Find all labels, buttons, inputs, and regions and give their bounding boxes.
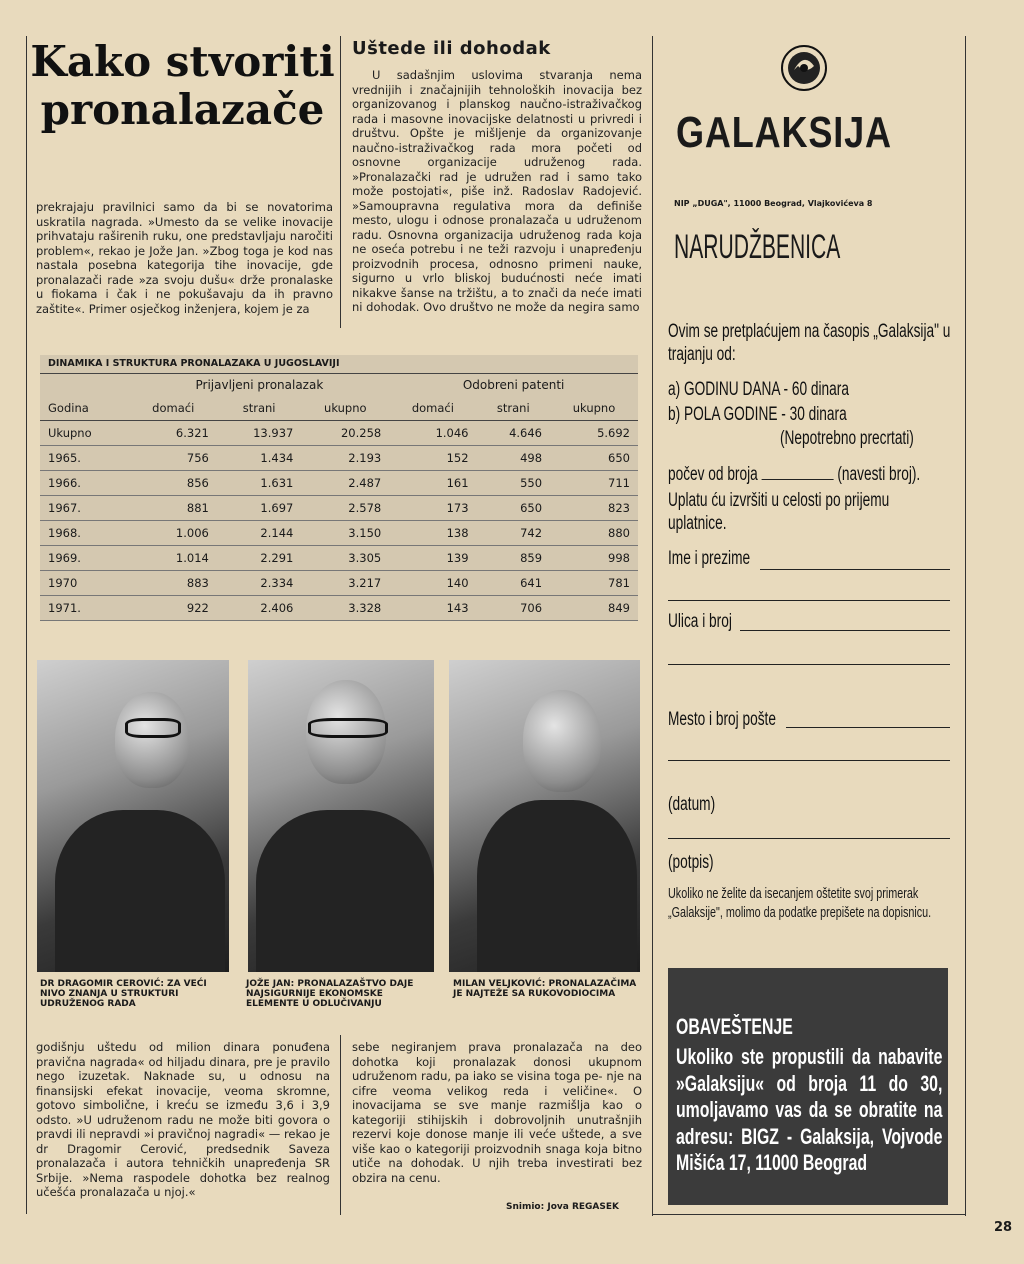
table-header: strani: [477, 396, 551, 421]
table-cell: 742: [477, 521, 551, 546]
table-cell: 756: [130, 446, 217, 471]
notice-box: [668, 968, 948, 1205]
table-cell: 1970: [40, 571, 130, 596]
photo-caption-cerovic: DR DRAGOMIR CEROVIĆ: ZA VEĆI NIVO ZNANJA U STRUKTURI UDRUŽENOG RADA: [40, 979, 207, 1009]
statistics-table: [40, 355, 638, 621]
street-field-extra[interactable]: [668, 664, 950, 665]
from-issue-row: [668, 463, 956, 486]
page-number: 28: [994, 1220, 1013, 1235]
table-cell: 3.305: [301, 546, 389, 571]
table-row: [40, 496, 638, 521]
issue-note: (navesti broj).: [837, 464, 921, 485]
table-cell: 1.046: [389, 421, 476, 446]
brand-name: GALAKSIJA: [676, 108, 892, 157]
table-cell: 1.006: [130, 521, 217, 546]
table-cell: 2.487: [301, 471, 389, 496]
option-one-year: a) GODINU DANA - 60 dinara: [668, 379, 849, 400]
table-cell: 3.150: [301, 521, 389, 546]
table-cell: 823: [550, 496, 638, 521]
photo-caption-veljkovic: MILAN VELJKOVIĆ: PRONALAZAČIMA JE NAJTEŽE SA RUKOVODIOCIMA: [453, 979, 637, 999]
photo-caption-jan: JOŽE JAN: PRONALAZAŠTVO DAJE NAJSIGURNIJE EKONOMSKE ELEMENTE U ODLUČIVANJU: [246, 979, 414, 1009]
option-half-year: b) POLA GODINE - 30 dinara: [668, 404, 847, 425]
article-column-1-bottom: godišnju uštedu od milion dinara ponuđena pravična nagrada« od hiljadu dinara, pre je pravilo nego izuzetak. Naknade su, u odnosu na finansijski efekat inovacije, veoma skromne, gotovo simbolične, i kreću se između 3,6 i 3,9 odsto. »U udruženom radu ne može biti govora o pravdi ili nepravdi »i pravičnoj nagradi« — rekao je dr Dragomir Cerović, predsednik Saveza pronalazača i autora tehničkih unapređenja SR Srbije. »Nema raspodele dohotka bez realnog učešća pronalazača u njoj.«: [36, 1040, 330, 1199]
table-cell: 4.646: [477, 421, 551, 446]
table-cell: 922: [130, 596, 217, 621]
name-field[interactable]: [760, 569, 950, 570]
table-cell: 5.692: [550, 421, 638, 446]
street-field[interactable]: [740, 630, 950, 631]
table-row: [40, 446, 638, 471]
table-cell: 1.631: [217, 471, 301, 496]
issue-number-field[interactable]: [762, 465, 834, 480]
table-cell: 550: [477, 471, 551, 496]
table-cell: 6.321: [130, 421, 217, 446]
table-cell: 781: [550, 571, 638, 596]
street-label: Ulica i broj: [668, 611, 732, 632]
table-cell: 883: [130, 571, 217, 596]
article-column-2-bottom: sebe negiranjem prava pronalazača na deo dohotka koji pronalazak donosi ukupnom udruženom radu, pa iako se visina toga pe- nje na cifre veoma velikog reda i veličine«. O inovacijama se sve manje razmišlja kao o kategoriji stihijskih i dobrovoljnih unutrašnjih rezervi koje donose manje ili veće uštede, a sve više kao o kategoriji proizvodnih snaga koja bitno utiče na dohodak. U njih treba investirati bez obzira na cenu.: [352, 1040, 642, 1185]
table-cell: 706: [477, 596, 551, 621]
table-cell: 143: [389, 596, 476, 621]
table-header: domaći: [130, 396, 217, 421]
table-cell: 161: [389, 471, 476, 496]
post-field-extra[interactable]: [668, 760, 950, 761]
table-cell: 880: [550, 521, 638, 546]
table-cell: 881: [130, 496, 217, 521]
table-header-year: Godina: [40, 396, 130, 421]
name-label: Ime i prezime: [668, 548, 751, 569]
table-cell: 1.434: [217, 446, 301, 471]
table-cell: 138: [389, 521, 476, 546]
column-divider-rule-2: [340, 1035, 341, 1215]
table-cell: 998: [550, 546, 638, 571]
table-cell: 140: [389, 571, 476, 596]
article-column-1-top: prekrajaju pravilnici samo da bi se novatorima uskratila nagrada. »Umesto da se velike inovacije prihvataju raširenih ruku, one predstavljaju naročiti problem«, rekao je Jože Jan. »Zbog toga je kod nas nastala posebna kategorija tihe inovacije, gde pronalazači rade »za svoju dušu« drže pronalaske u fiokama i čak i ne pokušavaju da ih pravno zaštite«. Primer osječkog inženjera, kojem je za: [36, 200, 333, 316]
strike-note: (Nepotrebno precrtati): [780, 428, 914, 449]
table-cell: 3.328: [301, 596, 389, 621]
table-cell: 1969.: [40, 546, 130, 571]
table-cell: 856: [130, 471, 217, 496]
payment-text: Uplatu ću izvršiti u celosti po prijemu uplatnice.: [668, 490, 890, 534]
table-cell: 1965.: [40, 446, 130, 471]
left-border-rule: [26, 36, 27, 1214]
table-header: strani: [217, 396, 301, 421]
post-field[interactable]: [786, 727, 950, 728]
column-divider-rule: [340, 36, 341, 328]
table-cell: 849: [550, 596, 638, 621]
table-row: [40, 596, 638, 621]
table-cell: 13.937: [217, 421, 301, 446]
table-group-granted: Odobreni patenti: [462, 378, 565, 392]
post-label: Mesto i broj pošte: [668, 709, 776, 730]
table-row: [40, 571, 638, 596]
publisher-address: NIP „DUGA", 11000 Beograd, Vlajkovićeva 8: [674, 199, 873, 208]
table-cell: 2.406: [217, 596, 301, 621]
table-header: ukupno: [550, 396, 638, 421]
table-cell: 1966.: [40, 471, 130, 496]
photo-credit: Snimio: Jova REGASEK: [506, 1202, 619, 1212]
table-caption: DINAMIKA I STRUKTURA PRONALAZAKA U JUGOSLAVIJI: [40, 355, 638, 374]
table-cell: 2.144: [217, 521, 301, 546]
article-subheading: Uštede ili dohodak: [352, 38, 551, 59]
photo-veljkovic: [449, 660, 640, 972]
order-note: Ukoliko ne želite da isecanjem oštetite svoj primerak „Galaksije", molimo da podatke prepišete na dopisnicu.: [668, 885, 932, 921]
table-row: [40, 521, 638, 546]
table-cell: Ukupno: [40, 421, 130, 446]
signature-label: (potpis): [668, 852, 714, 873]
table-header: domaći: [389, 396, 476, 421]
galaksija-logo-icon: [780, 44, 828, 92]
table-cell: 711: [550, 471, 638, 496]
table-cell: 859: [477, 546, 551, 571]
name-field-extra[interactable]: [668, 600, 950, 601]
table-row: [40, 421, 638, 446]
photo-jan: [248, 660, 434, 972]
table-row: [40, 471, 638, 496]
table-cell: 650: [550, 446, 638, 471]
table-cell: 2.193: [301, 446, 389, 471]
date-field[interactable]: [668, 838, 950, 839]
table-cell: 2.291: [217, 546, 301, 571]
table-cell: 1.014: [130, 546, 217, 571]
table-cell: 1971.: [40, 596, 130, 621]
right-border-rule: [965, 36, 966, 1216]
column-divider-rule-3: [652, 36, 653, 1216]
table-cell: 2.334: [217, 571, 301, 596]
table-cell: 1.697: [217, 496, 301, 521]
order-form-title: NARUDŽBENICA: [674, 228, 841, 266]
bottom-border-rule: [652, 1214, 966, 1215]
date-label: (datum): [668, 794, 716, 815]
from-issue-label: počev od broja: [668, 464, 758, 485]
table-cell: 139: [389, 546, 476, 571]
table-cell: 3.217: [301, 571, 389, 596]
table-cell: 173: [389, 496, 476, 521]
photo-cerovic: [37, 660, 229, 972]
table-cell: 498: [477, 446, 551, 471]
table-cell: 1968.: [40, 521, 130, 546]
table-cell: 20.258: [301, 421, 389, 446]
article-column-2-top: U sadašnjim uslovima stvaranja nema vrednijih i značajnijih tehnoloških inovacija bez organizovanog i planskog naučno-istraživačkog rada i masovne inovacijske delatnosti u privredi i društvu. Opšte je mišljenje da organizovanje naučno-istraživačkog rada mora početi od osnovne organizacije udruženog rada. »Pronalazački rad je udružen rad i samo tako može postojati«, piše inž. Radoslav Radojević. »Samoupravna regulativa mora da definiše mesto, ulogu i odnose pronalazača u udruženom radu. Osnovna organizacija udruženog rada koja ne oseća potrebu i ne teži razvoju i unapređenju proizvodnih procesa, odnosno primeni nauke, sigurno u vrlo bliskoj budućnosti neće imati nikakve šanse na tržištu, a to znači da neće imati ni dohodak. Ovo društvo ne može da negira samo: [352, 68, 642, 314]
table-cell: 1967.: [40, 496, 130, 521]
table-row: [40, 546, 638, 571]
article-headline: Kako stvoriti pronalazače: [30, 37, 335, 134]
table-cell: 650: [477, 496, 551, 521]
notice-text: Ukoliko ste propustili da nabavite »Galaksiju« od broja 11 do 30, umoljavamo vas da se obratite na adresu: BIGZ - Galaksija, Vojvode Mišića 17, 11000 Beograd: [676, 1044, 943, 1175]
table-cell: 152: [389, 446, 476, 471]
subscription-intro: Ovim se pretplaćujem na časopis „Galaksija" u trajanju od:: [668, 321, 951, 365]
table-cell: 641: [477, 571, 551, 596]
table-cell: 2.578: [301, 496, 389, 521]
table-group-applied: Prijavljeni pronalazak: [195, 378, 324, 392]
table-header: ukupno: [301, 396, 389, 421]
notice-title: OBAVEŠTENJE: [676, 1014, 793, 1039]
